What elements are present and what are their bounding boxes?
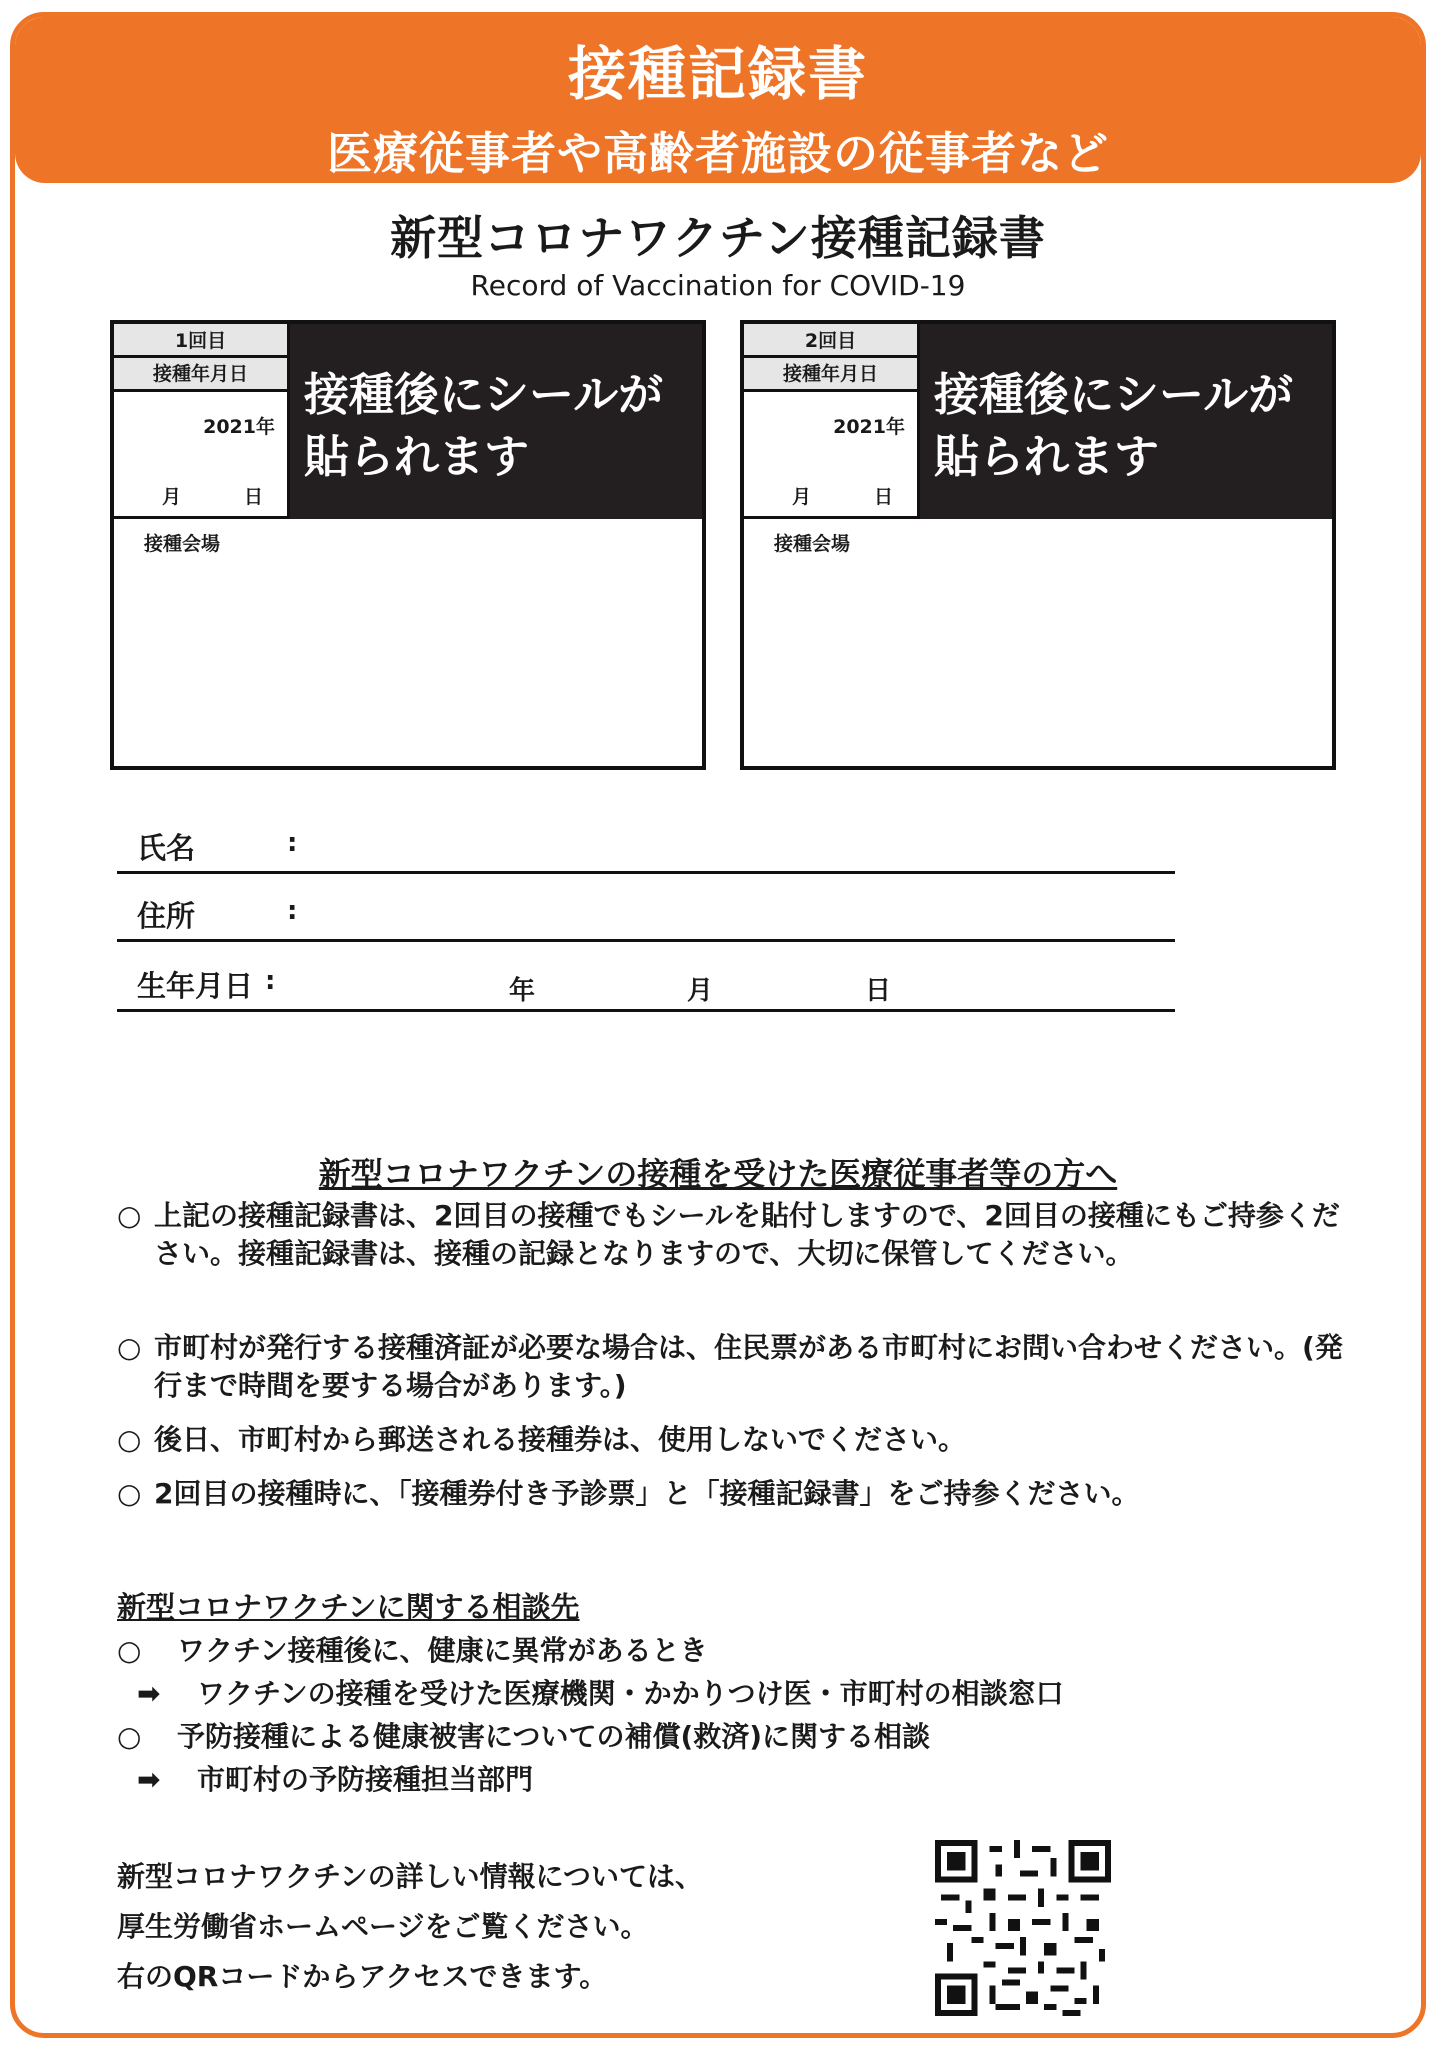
consultation-item xyxy=(117,1629,708,1669)
dose-number-label: 1回目 xyxy=(114,324,287,358)
sticker-text-line2: 貼られます xyxy=(934,430,1160,483)
circle-bullet-icon: ○ xyxy=(117,1634,142,1667)
day-label: 日 xyxy=(244,486,264,508)
arrow-right-icon: ➡ xyxy=(137,1763,161,1796)
dose-date-column xyxy=(744,324,920,519)
circle-bullet-icon: ○ xyxy=(117,1331,142,1364)
year-value: 2021年 xyxy=(833,416,905,438)
record-card-frame xyxy=(10,12,1426,2038)
info-line: 厚生労働省ホームページをご覧ください。 xyxy=(117,1910,649,1943)
address-colon: : xyxy=(287,896,298,926)
circle-bullet-icon: ○ xyxy=(117,1199,142,1232)
banner-title: 接種記録書 xyxy=(567,40,868,108)
vaccination-date-label: 接種年月日 xyxy=(114,358,287,392)
year-value: 2021年 xyxy=(203,416,275,438)
dose-date-column xyxy=(114,324,290,519)
notice-item-text: 上記の接種記録書は、2回目の接種でもシールを貼付しますので、2回目の接種にもご持参ください。接種記録書は、接種の記録となりますので、大切に保管してください。 xyxy=(154,1199,1340,1270)
dose-number-label: 2回目 xyxy=(744,324,917,358)
circle-bullet-icon: ○ xyxy=(117,1477,142,1510)
circle-bullet-icon: ○ xyxy=(117,1423,142,1456)
notice-title: 新型コロナワクチンの接種を受けた医療従事者等の方へ xyxy=(318,1155,1118,1193)
card-subtitle: Record of Vaccination for COVID-19 xyxy=(470,269,966,302)
sticker-text-line2: 貼られます xyxy=(304,430,530,483)
month-label: 月 xyxy=(792,486,812,508)
consultation-answer xyxy=(137,1672,1064,1712)
birthdate-field[interactable] xyxy=(117,952,1175,1012)
address-label: 住所 xyxy=(137,899,196,933)
info-line: 新型コロナワクチンの詳しい情報については、 xyxy=(117,1860,704,1893)
birth-year-unit: 年 xyxy=(509,976,536,1006)
birthdate-label: 生年月日 xyxy=(137,969,254,1003)
banner-subtitle: 医療従事者や高齢者施設の従事者など xyxy=(326,127,1109,180)
card-title: 新型コロナワクチン接種記録書 xyxy=(390,211,1046,265)
arrow-right-icon: ➡ xyxy=(137,1677,161,1710)
birthdate-colon: : xyxy=(265,966,276,996)
dose-1-box xyxy=(110,320,706,770)
sticker-area xyxy=(290,324,702,519)
notice-item xyxy=(117,1421,1347,1459)
circle-bullet-icon: ○ xyxy=(117,1720,142,1753)
birth-day-unit: 日 xyxy=(865,976,892,1006)
sticker-text-line1: 接種後にシールが xyxy=(934,368,1294,421)
name-label: 氏名 xyxy=(137,831,196,865)
consultation-answer-text: 市町村の予防接種担当部門 xyxy=(197,1763,534,1796)
consultation-answer xyxy=(137,1758,533,1798)
dose-2-box xyxy=(740,320,1336,770)
notice-item-text: 後日、市町村から郵送される接種券は、使用しないでください。 xyxy=(154,1423,967,1456)
notice-item-text: 市町村が発行する接種済証が必要な場合は、住民票がある市町村にお問い合わせください。(発行まで時間を要する場合があります。) xyxy=(154,1331,1343,1402)
consultation-item xyxy=(117,1715,930,1755)
notice-item xyxy=(117,1475,1347,1513)
qr-code-icon[interactable] xyxy=(935,1840,1111,2016)
address-field[interactable] xyxy=(117,882,1175,942)
vaccination-date-label: 接種年月日 xyxy=(744,358,917,392)
notice-item xyxy=(117,1197,1347,1273)
name-colon: : xyxy=(287,828,298,858)
consultation-answer-text: ワクチンの接種を受けた医療機関・かかりつけ医・市町村の相談窓口 xyxy=(197,1677,1064,1710)
name-field[interactable] xyxy=(117,814,1175,874)
venue-label: 接種会場 xyxy=(774,533,851,555)
header-banner xyxy=(15,17,1421,183)
notice-item-text: 2回目の接種時に、「接種券付き予診票」と「接種記録書」をご持参ください。 xyxy=(154,1477,1140,1510)
notice-item xyxy=(117,1329,1347,1405)
birth-month-unit: 月 xyxy=(687,976,714,1006)
day-label: 日 xyxy=(874,486,894,508)
info-line: 右のQRコードからアクセスできます。 xyxy=(117,1960,608,1993)
sticker-text-line1: 接種後にシールが xyxy=(304,368,664,421)
sticker-area xyxy=(920,324,1332,519)
consultation-question: 予防接種による健康被害についての補償(救済)に関する相談 xyxy=(177,1720,931,1753)
consultation-title: 新型コロナワクチンに関する相談先 xyxy=(117,1590,580,1624)
venue-label: 接種会場 xyxy=(144,533,221,555)
month-label: 月 xyxy=(162,486,182,508)
consultation-question: ワクチン接種後に、健康に異常があるとき xyxy=(177,1634,708,1667)
